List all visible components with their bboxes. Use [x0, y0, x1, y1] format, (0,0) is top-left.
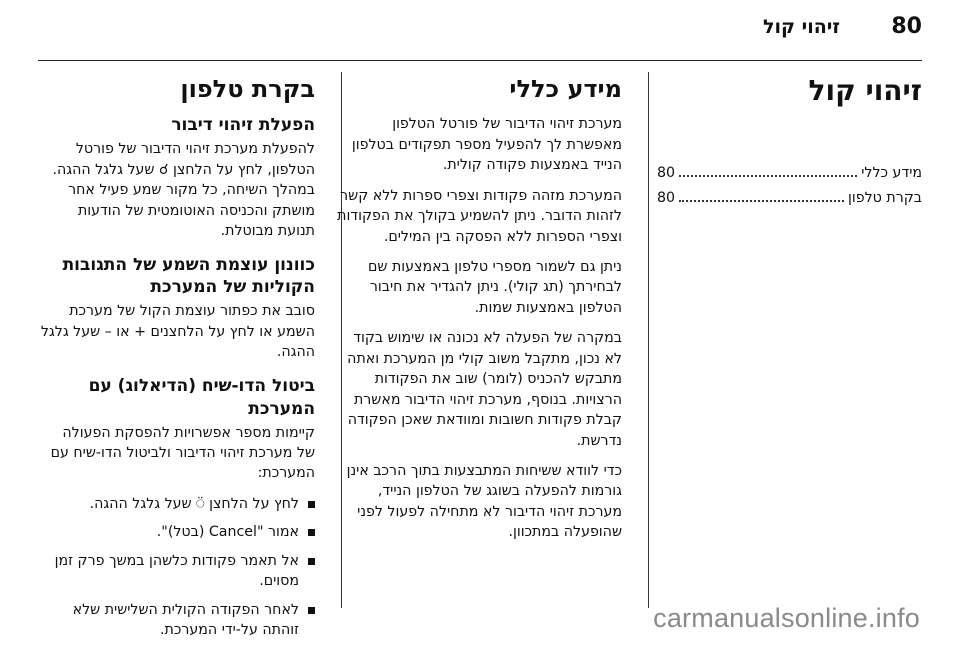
- list-item: אמור "Cancel (בטל)".: [40, 522, 315, 542]
- paragraph: ניתן גם לשמור מספרי טלפון באמצעות שם לבחירתך (תג קולי). ניתן להגדיר את חיבור הטלפון באמצעות שמות.: [367, 259, 622, 316]
- toc-item[interactable]: [657, 163, 922, 184]
- subsection-heading: כוונון עוצמת השמע של התגובות הקוליות של המערכת: [62, 254, 315, 298]
- list-item: לחץ על הלחצן ⍥ שעל גלגל ההגה.: [40, 494, 315, 514]
- header-title: זיהוי קול: [763, 16, 840, 38]
- header-rule: [38, 60, 922, 61]
- paragraph: קיימות מספר אפשרויות להפסקת הפעולה של מערכת זיהוי הדיבור ולביטול הדו-שיח עם המערכת:: [50, 424, 315, 482]
- toc-item-label: בקרת טלפון: [848, 190, 922, 207]
- paragraph: מערכת זיהוי הדיבור של פורטל הטלפון מאפשרת לך להפעיל מספר תפקודים בטלפון הנייד באמצעות פקודה קולית.: [351, 116, 622, 174]
- paragraph: המערכת מזהה פקודות וצפרי ספרות ללא קשר לזהות הדובר. ניתן להשמיע בקולך את הפקודות וצפרי הספרות ללא הפסקה בין המילים.: [337, 187, 622, 245]
- paragraph: במקרה של הפעלה לא נכונה או שימוש בקוד לא נכון, מתקבל משוב קולי מן המערכת ואתה מתבקש להכניס (לומר) שוב את הפקודות הרצויות. בנוסף, מערכת זיהוי הדיבור מאשרת קבלת פקודות חשובות ומוודאת שאכן הפקודה נדרשת.: [347, 330, 622, 449]
- section-title: בקרת טלפון: [180, 75, 315, 103]
- general-info-column: [337, 76, 622, 553]
- list-item: אל תאמר פקודות כלשהן במשך פרק זמן מסוים.: [40, 551, 315, 592]
- paragraph: כדי לוודא ששיחות המתבצעות בתוך הרכב אינן גורמות להפעלה בשוגג של הטלפון הנייד, מערכת זיהוי הדיבור לא מתחילה לפעול לפני שהופעלה במתכוון.: [346, 462, 622, 541]
- toc-item-page: 80: [657, 190, 676, 207]
- toc-item[interactable]: [657, 188, 922, 209]
- toc-item-page: 80: [657, 164, 676, 181]
- toc-item-label: מידע כללי: [861, 164, 922, 181]
- phone-control-column: [40, 76, 315, 649]
- bullet-list: [40, 494, 315, 641]
- paragraph: סובב את כפתור עוצמת הקול של מערכת השמע או לחץ על הלחצנים + או – שעל גלגל ההגה.: [40, 303, 315, 361]
- subsection-heading: הפעלת זיהוי דיבור: [171, 115, 315, 136]
- paragraph: להפעלת מערכת זיהוי הדיבור של פורטל הטלפון, לחץ על הלחצן ☌ שעל גלגל ההגה. במהלך השיחה, כל מקור שמע פעיל אחר מושתק והכניסה האוטומטית של הודעות תנועת מבוטלת.: [52, 141, 315, 240]
- toc-leader: [679, 175, 857, 177]
- toc-leader: [679, 200, 844, 202]
- list-item: לאחר הפקודה הקולית השלישית שלא זוהתה על-ידי המערכת.: [40, 600, 315, 641]
- column-divider: [648, 72, 649, 608]
- subsection-heading: ביטול הדו-שיח (הדיאלוג) עם המערכת: [88, 375, 315, 419]
- chapter-title: זיהוי קול: [808, 74, 922, 107]
- section-title: מידע כללי: [509, 75, 622, 103]
- toc-column: [657, 76, 922, 213]
- page-number: 80: [891, 14, 922, 39]
- watermark: carmanualsonline.info: [653, 603, 920, 633]
